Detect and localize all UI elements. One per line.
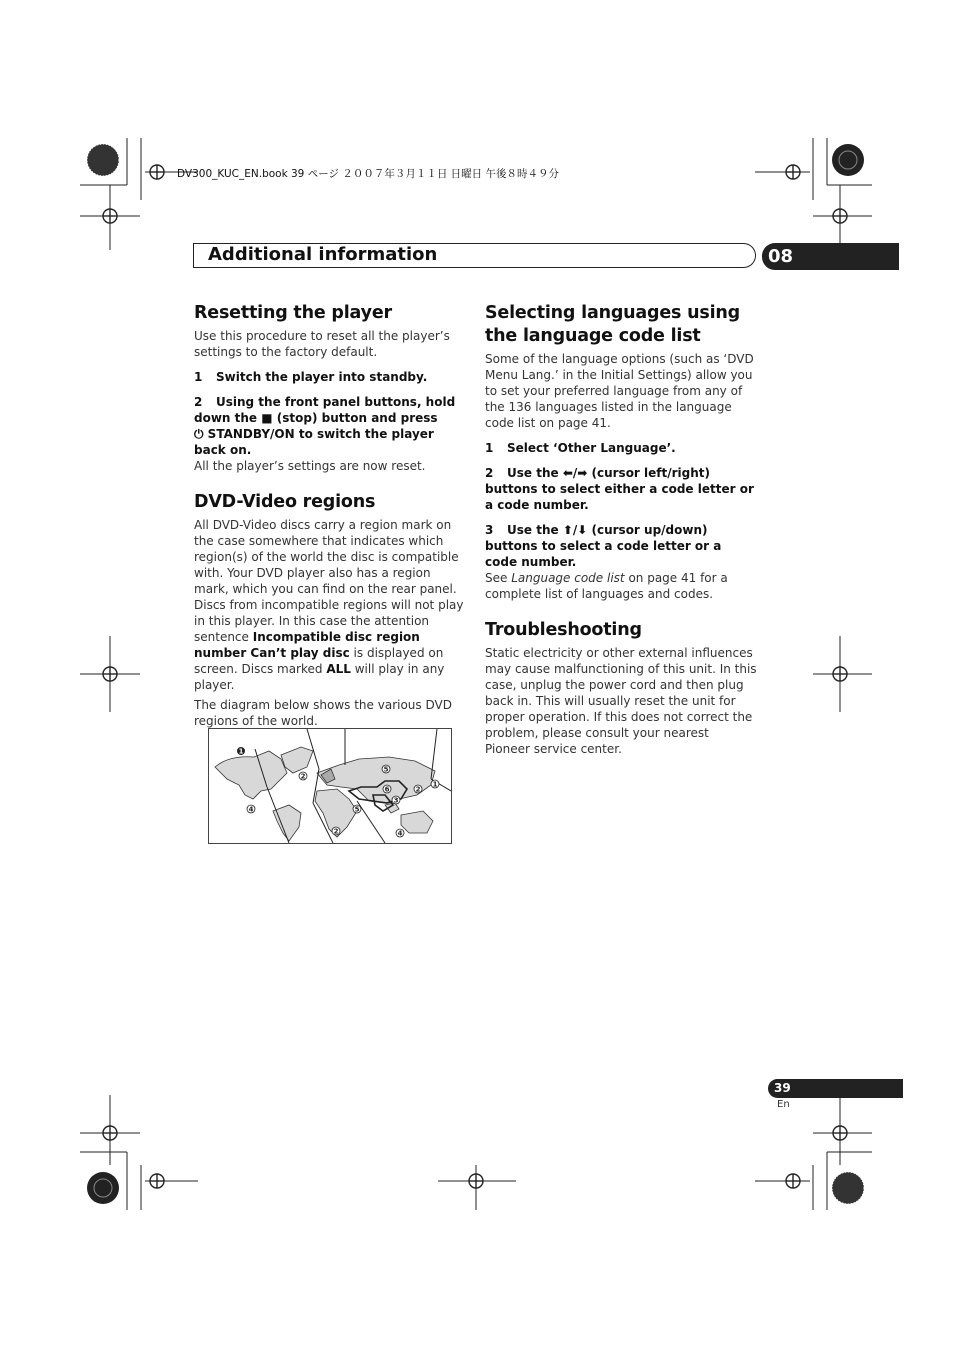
resetting-step-2: 2 Using the front panel buttons, hold down the ■ (stop) button and press ⏻ STANDBY/ON to switch the player back on. xyxy=(194,395,456,457)
chapter-tab: 08 xyxy=(762,243,899,270)
regions-paragraph-2: The diagram below shows the various DVD regions of the world. xyxy=(194,698,452,728)
troubleshooting-heading: Troubleshooting xyxy=(485,620,642,640)
resetting-heading: Resetting the player xyxy=(194,303,392,323)
languages-step-2: 2 Use the ⬅/➡ (cursor left/right) buttons to select either a code letter or a code number. xyxy=(485,466,754,512)
left-column xyxy=(194,302,466,729)
regions-heading: DVD-Video regions xyxy=(194,492,376,512)
region-label: 2 xyxy=(333,827,339,836)
dvd-region-map xyxy=(208,728,452,844)
languages-see-also: See Language code list on page 41 for a complete list of languages and codes. xyxy=(485,571,728,601)
region-label: 4 xyxy=(248,805,254,814)
region-label: 2 xyxy=(300,772,306,781)
resetting-step-1: 1 Switch the player into standby. xyxy=(194,370,428,384)
right-column xyxy=(485,302,757,757)
print-header: DV300_KUC_EN.book 39 ページ ２００７年３月１１日 日曜日 午後８時４９分 xyxy=(177,168,560,180)
page-language: En xyxy=(777,1099,790,1110)
languages-intro: Some of the language options (such as ‘DVD Menu Lang.’ in the Initial Settings) allow you to set your preferred language from any of the 136 languages listed in the language code list on page 41. xyxy=(485,352,754,430)
page-number: 39 xyxy=(768,1079,903,1098)
region-label: 3 xyxy=(393,796,399,805)
power-icon: ⏻ xyxy=(194,427,204,441)
region-label: 1 xyxy=(432,780,438,789)
section-header-title: Additional information xyxy=(208,244,438,265)
region-label: 4 xyxy=(397,829,403,838)
region-label: 5 xyxy=(354,805,360,814)
cursor-up-down-icon: ⬆/⬇ xyxy=(562,523,588,537)
languages-heading: Selecting languages using the language code list xyxy=(485,303,740,346)
languages-step-1: 1 Select ‘Other Language’. xyxy=(485,441,676,455)
region-label: 1 xyxy=(238,747,244,756)
resetting-intro: Use this procedure to reset all the player’s settings to the factory default. xyxy=(194,329,450,359)
resetting-result: All the player’s settings are now reset. xyxy=(194,459,426,473)
regions-paragraph-1: All DVD-Video discs carry a region mark on the case somewhere that indicates which region(s) of the world the disc is compatible with. Your DVD player also has a region mark, which you can find on the rear panel. Discs from incompatible regions will not play in this player. In this case the attention sentence Incompatible disc region number Can’t play disc is displayed on screen. Discs marked ALL will play in any player. xyxy=(194,518,464,692)
region-label: 5 xyxy=(383,765,389,774)
troubleshooting-body: Static electricity or other external influences may cause malfunctioning of this unit. In this case, unplug the power cord and then plug back in. This will usually reset the unit for proper operation. If this does not correct the problem, please consult your nearest Pioneer service center. xyxy=(485,646,757,756)
world-map-graphic xyxy=(209,729,451,843)
region-label: 2 xyxy=(415,785,421,794)
languages-step-3: 3 Use the ⬆/⬇ (cursor up/down) buttons to select a code letter or a code number. xyxy=(485,523,722,569)
cursor-left-right-icon: ⬅/➡ xyxy=(562,466,588,480)
stop-icon: ■ xyxy=(261,411,273,425)
region-label: 6 xyxy=(384,785,390,794)
